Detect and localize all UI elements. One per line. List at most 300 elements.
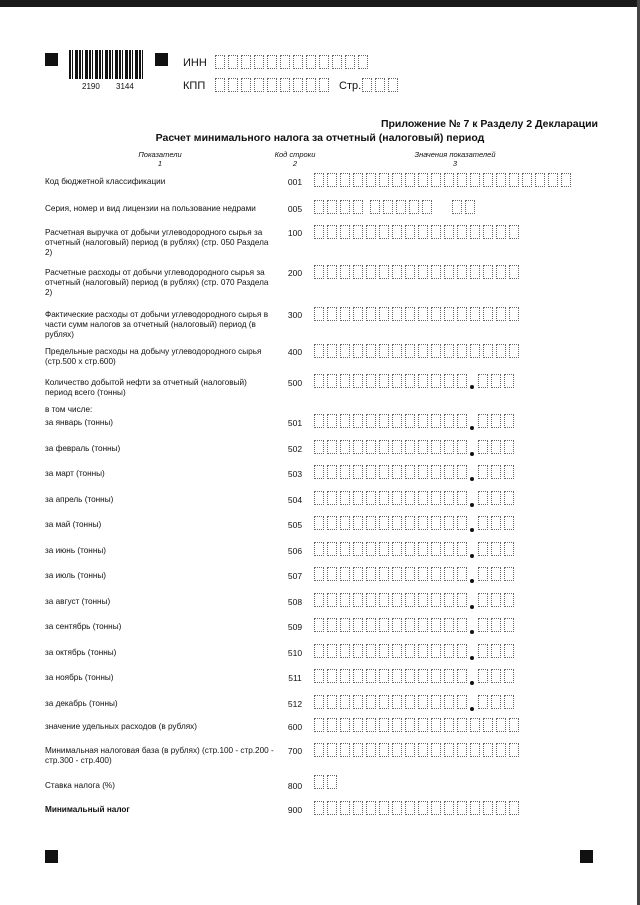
input-cell[interactable] bbox=[392, 801, 402, 815]
input-cell[interactable] bbox=[319, 78, 329, 92]
input-cell[interactable] bbox=[509, 801, 519, 815]
input-cell[interactable] bbox=[483, 718, 493, 732]
input-cell[interactable] bbox=[314, 374, 324, 388]
input-cell[interactable] bbox=[431, 173, 441, 187]
input-cell[interactable] bbox=[392, 567, 402, 581]
input-cell[interactable] bbox=[314, 718, 324, 732]
input-cell[interactable] bbox=[379, 743, 389, 757]
input-cell[interactable] bbox=[379, 414, 389, 428]
estimated-revenue-field[interactable] bbox=[314, 225, 519, 239]
input-cell[interactable] bbox=[504, 516, 514, 530]
minimum-tax-field[interactable] bbox=[314, 801, 519, 815]
input-cell[interactable] bbox=[431, 695, 441, 709]
input-cell[interactable] bbox=[383, 200, 393, 214]
input-cell[interactable] bbox=[267, 55, 277, 69]
input-cell[interactable] bbox=[327, 491, 337, 505]
oil-month-504-fraction-field[interactable] bbox=[478, 491, 514, 505]
input-cell[interactable] bbox=[478, 644, 488, 658]
input-cell[interactable] bbox=[314, 775, 324, 789]
input-cell[interactable] bbox=[392, 669, 402, 683]
input-cell[interactable] bbox=[405, 618, 415, 632]
oil-month-512-integer-field[interactable] bbox=[314, 695, 467, 709]
input-cell[interactable] bbox=[215, 78, 225, 92]
input-cell[interactable] bbox=[340, 265, 350, 279]
input-cell[interactable] bbox=[504, 542, 514, 556]
input-cell[interactable] bbox=[392, 440, 402, 454]
input-cell[interactable] bbox=[327, 743, 337, 757]
oil-month-503-fraction-field[interactable] bbox=[478, 465, 514, 479]
input-cell[interactable] bbox=[418, 669, 428, 683]
input-cell[interactable] bbox=[366, 491, 376, 505]
oil-month-502-integer-field[interactable] bbox=[314, 440, 467, 454]
input-cell[interactable] bbox=[457, 644, 467, 658]
input-cell[interactable] bbox=[509, 173, 519, 187]
input-cell[interactable] bbox=[418, 344, 428, 358]
input-cell[interactable] bbox=[314, 542, 324, 556]
input-cell[interactable] bbox=[431, 225, 441, 239]
input-cell[interactable] bbox=[491, 491, 501, 505]
input-cell[interactable] bbox=[444, 344, 454, 358]
input-cell[interactable] bbox=[379, 567, 389, 581]
input-cell[interactable] bbox=[353, 465, 363, 479]
input-cell[interactable] bbox=[340, 567, 350, 581]
input-cell[interactable] bbox=[366, 695, 376, 709]
oil-month-505-integer-field[interactable] bbox=[314, 516, 467, 530]
input-cell[interactable] bbox=[457, 491, 467, 505]
input-cell[interactable] bbox=[327, 695, 337, 709]
input-cell[interactable] bbox=[392, 743, 402, 757]
input-cell[interactable] bbox=[392, 414, 402, 428]
input-cell[interactable] bbox=[457, 567, 467, 581]
page-number-field[interactable] bbox=[362, 78, 398, 92]
input-cell[interactable] bbox=[314, 644, 324, 658]
input-cell[interactable] bbox=[370, 200, 380, 214]
input-cell[interactable] bbox=[509, 344, 519, 358]
input-cell[interactable] bbox=[353, 743, 363, 757]
input-cell[interactable] bbox=[405, 344, 415, 358]
oil-month-502-fraction-field[interactable] bbox=[478, 440, 514, 454]
input-cell[interactable] bbox=[405, 225, 415, 239]
input-cell[interactable] bbox=[418, 225, 428, 239]
input-cell[interactable] bbox=[496, 307, 506, 321]
input-cell[interactable] bbox=[353, 718, 363, 732]
input-cell[interactable] bbox=[483, 265, 493, 279]
input-cell[interactable] bbox=[405, 567, 415, 581]
input-cell[interactable] bbox=[366, 225, 376, 239]
input-cell[interactable] bbox=[340, 225, 350, 239]
input-cell[interactable] bbox=[366, 344, 376, 358]
input-cell[interactable] bbox=[228, 55, 238, 69]
input-cell[interactable] bbox=[457, 307, 467, 321]
input-cell[interactable] bbox=[444, 542, 454, 556]
input-cell[interactable] bbox=[254, 55, 264, 69]
input-cell[interactable] bbox=[478, 374, 488, 388]
oil-total-fraction-field[interactable] bbox=[478, 374, 514, 388]
input-cell[interactable] bbox=[379, 593, 389, 607]
input-cell[interactable] bbox=[431, 491, 441, 505]
input-cell[interactable] bbox=[491, 567, 501, 581]
input-cell[interactable] bbox=[314, 593, 324, 607]
input-cell[interactable] bbox=[379, 516, 389, 530]
input-cell[interactable] bbox=[405, 743, 415, 757]
input-cell[interactable] bbox=[470, 307, 480, 321]
input-cell[interactable] bbox=[504, 414, 514, 428]
input-cell[interactable] bbox=[340, 801, 350, 815]
input-cell[interactable] bbox=[444, 695, 454, 709]
input-cell[interactable] bbox=[366, 801, 376, 815]
input-cell[interactable] bbox=[379, 718, 389, 732]
input-cell[interactable] bbox=[478, 516, 488, 530]
input-cell[interactable] bbox=[241, 78, 251, 92]
input-cell[interactable] bbox=[535, 173, 545, 187]
input-cell[interactable] bbox=[366, 618, 376, 632]
input-cell[interactable] bbox=[504, 491, 514, 505]
input-cell[interactable] bbox=[431, 801, 441, 815]
input-cell[interactable] bbox=[314, 516, 324, 530]
input-cell[interactable] bbox=[366, 465, 376, 479]
input-cell[interactable] bbox=[405, 801, 415, 815]
input-cell[interactable] bbox=[444, 307, 454, 321]
oil-month-509-fraction-field[interactable] bbox=[478, 618, 514, 632]
oil-month-501-integer-field[interactable] bbox=[314, 414, 467, 428]
input-cell[interactable] bbox=[418, 516, 428, 530]
oil-month-505-fraction-field[interactable] bbox=[478, 516, 514, 530]
input-cell[interactable] bbox=[405, 669, 415, 683]
input-cell[interactable] bbox=[478, 465, 488, 479]
input-cell[interactable] bbox=[457, 344, 467, 358]
input-cell[interactable] bbox=[496, 265, 506, 279]
input-cell[interactable] bbox=[444, 374, 454, 388]
input-cell[interactable] bbox=[392, 173, 402, 187]
input-cell[interactable] bbox=[509, 307, 519, 321]
input-cell[interactable] bbox=[478, 669, 488, 683]
input-cell[interactable] bbox=[491, 618, 501, 632]
license-type-field[interactable] bbox=[452, 200, 475, 214]
input-cell[interactable] bbox=[327, 440, 337, 454]
input-cell[interactable] bbox=[327, 414, 337, 428]
input-cell[interactable] bbox=[431, 743, 441, 757]
input-cell[interactable] bbox=[340, 440, 350, 454]
input-cell[interactable] bbox=[457, 593, 467, 607]
input-cell[interactable] bbox=[340, 718, 350, 732]
input-cell[interactable] bbox=[470, 344, 480, 358]
input-cell[interactable] bbox=[327, 567, 337, 581]
input-cell[interactable] bbox=[478, 618, 488, 632]
oil-month-510-integer-field[interactable] bbox=[314, 644, 467, 658]
input-cell[interactable] bbox=[418, 618, 428, 632]
input-cell[interactable] bbox=[470, 743, 480, 757]
input-cell[interactable] bbox=[327, 593, 337, 607]
input-cell[interactable] bbox=[457, 669, 467, 683]
input-cell[interactable] bbox=[340, 743, 350, 757]
input-cell[interactable] bbox=[405, 465, 415, 479]
input-cell[interactable] bbox=[392, 695, 402, 709]
input-cell[interactable] bbox=[379, 669, 389, 683]
input-cell[interactable] bbox=[362, 78, 372, 92]
input-cell[interactable] bbox=[353, 200, 363, 214]
oil-month-512-fraction-field[interactable] bbox=[478, 695, 514, 709]
input-cell[interactable] bbox=[418, 465, 428, 479]
input-cell[interactable] bbox=[405, 718, 415, 732]
input-cell[interactable] bbox=[496, 173, 506, 187]
input-cell[interactable] bbox=[405, 593, 415, 607]
input-cell[interactable] bbox=[306, 78, 316, 92]
input-cell[interactable] bbox=[444, 593, 454, 607]
input-cell[interactable] bbox=[327, 307, 337, 321]
input-cell[interactable] bbox=[379, 695, 389, 709]
input-cell[interactable] bbox=[496, 801, 506, 815]
inn-field[interactable] bbox=[215, 55, 368, 69]
input-cell[interactable] bbox=[496, 743, 506, 757]
input-cell[interactable] bbox=[228, 78, 238, 92]
input-cell[interactable] bbox=[366, 644, 376, 658]
input-cell[interactable] bbox=[405, 265, 415, 279]
kpp-field[interactable] bbox=[215, 78, 329, 92]
input-cell[interactable] bbox=[431, 440, 441, 454]
input-cell[interactable] bbox=[314, 173, 324, 187]
input-cell[interactable] bbox=[504, 593, 514, 607]
input-cell[interactable] bbox=[431, 265, 441, 279]
input-cell[interactable] bbox=[444, 225, 454, 239]
input-cell[interactable] bbox=[327, 374, 337, 388]
input-cell[interactable] bbox=[379, 491, 389, 505]
input-cell[interactable] bbox=[452, 200, 462, 214]
input-cell[interactable] bbox=[314, 440, 324, 454]
input-cell[interactable] bbox=[444, 173, 454, 187]
input-cell[interactable] bbox=[314, 801, 324, 815]
input-cell[interactable] bbox=[509, 743, 519, 757]
input-cell[interactable] bbox=[327, 265, 337, 279]
input-cell[interactable] bbox=[491, 440, 501, 454]
input-cell[interactable] bbox=[345, 55, 355, 69]
input-cell[interactable] bbox=[392, 491, 402, 505]
input-cell[interactable] bbox=[319, 55, 329, 69]
input-cell[interactable] bbox=[405, 414, 415, 428]
input-cell[interactable] bbox=[405, 516, 415, 530]
input-cell[interactable] bbox=[366, 265, 376, 279]
input-cell[interactable] bbox=[504, 465, 514, 479]
input-cell[interactable] bbox=[314, 465, 324, 479]
input-cell[interactable] bbox=[340, 669, 350, 683]
input-cell[interactable] bbox=[470, 225, 480, 239]
input-cell[interactable] bbox=[366, 414, 376, 428]
input-cell[interactable] bbox=[366, 567, 376, 581]
input-cell[interactable] bbox=[392, 593, 402, 607]
input-cell[interactable] bbox=[353, 491, 363, 505]
input-cell[interactable] bbox=[293, 78, 303, 92]
input-cell[interactable] bbox=[431, 669, 441, 683]
oil-month-511-fraction-field[interactable] bbox=[478, 669, 514, 683]
input-cell[interactable] bbox=[418, 491, 428, 505]
input-cell[interactable] bbox=[353, 414, 363, 428]
input-cell[interactable] bbox=[392, 265, 402, 279]
input-cell[interactable] bbox=[327, 542, 337, 556]
oil-month-507-fraction-field[interactable] bbox=[478, 567, 514, 581]
input-cell[interactable] bbox=[366, 307, 376, 321]
input-cell[interactable] bbox=[353, 669, 363, 683]
input-cell[interactable] bbox=[431, 718, 441, 732]
input-cell[interactable] bbox=[340, 374, 350, 388]
input-cell[interactable] bbox=[353, 644, 363, 658]
input-cell[interactable] bbox=[504, 669, 514, 683]
input-cell[interactable] bbox=[379, 801, 389, 815]
input-cell[interactable] bbox=[431, 593, 441, 607]
input-cell[interactable] bbox=[457, 265, 467, 279]
input-cell[interactable] bbox=[561, 173, 571, 187]
input-cell[interactable] bbox=[314, 618, 324, 632]
input-cell[interactable] bbox=[392, 307, 402, 321]
input-cell[interactable] bbox=[327, 173, 337, 187]
input-cell[interactable] bbox=[327, 801, 337, 815]
input-cell[interactable] bbox=[444, 414, 454, 428]
actual-expenses-field[interactable] bbox=[314, 307, 519, 321]
oil-month-506-integer-field[interactable] bbox=[314, 542, 467, 556]
input-cell[interactable] bbox=[483, 743, 493, 757]
input-cell[interactable] bbox=[340, 593, 350, 607]
input-cell[interactable] bbox=[418, 440, 428, 454]
input-cell[interactable] bbox=[491, 542, 501, 556]
input-cell[interactable] bbox=[405, 374, 415, 388]
input-cell[interactable] bbox=[340, 414, 350, 428]
input-cell[interactable] bbox=[388, 78, 398, 92]
input-cell[interactable] bbox=[366, 593, 376, 607]
input-cell[interactable] bbox=[366, 542, 376, 556]
input-cell[interactable] bbox=[306, 55, 316, 69]
input-cell[interactable] bbox=[444, 567, 454, 581]
input-cell[interactable] bbox=[327, 225, 337, 239]
input-cell[interactable] bbox=[353, 801, 363, 815]
input-cell[interactable] bbox=[457, 465, 467, 479]
input-cell[interactable] bbox=[431, 567, 441, 581]
input-cell[interactable] bbox=[241, 55, 251, 69]
input-cell[interactable] bbox=[478, 695, 488, 709]
input-cell[interactable] bbox=[431, 307, 441, 321]
input-cell[interactable] bbox=[431, 465, 441, 479]
input-cell[interactable] bbox=[280, 55, 290, 69]
input-cell[interactable] bbox=[491, 669, 501, 683]
input-cell[interactable] bbox=[457, 801, 467, 815]
input-cell[interactable] bbox=[396, 200, 406, 214]
license-number-field[interactable] bbox=[370, 200, 432, 214]
input-cell[interactable] bbox=[457, 440, 467, 454]
input-cell[interactable] bbox=[444, 440, 454, 454]
input-cell[interactable] bbox=[254, 78, 264, 92]
input-cell[interactable] bbox=[478, 567, 488, 581]
input-cell[interactable] bbox=[379, 440, 389, 454]
input-cell[interactable] bbox=[509, 265, 519, 279]
input-cell[interactable] bbox=[340, 307, 350, 321]
input-cell[interactable] bbox=[444, 618, 454, 632]
input-cell[interactable] bbox=[314, 743, 324, 757]
input-cell[interactable] bbox=[340, 465, 350, 479]
tax-rate-field[interactable] bbox=[314, 775, 337, 789]
input-cell[interactable] bbox=[379, 644, 389, 658]
input-cell[interactable] bbox=[418, 644, 428, 658]
input-cell[interactable] bbox=[340, 618, 350, 632]
input-cell[interactable] bbox=[418, 695, 428, 709]
input-cell[interactable] bbox=[457, 374, 467, 388]
input-cell[interactable] bbox=[366, 374, 376, 388]
input-cell[interactable] bbox=[340, 542, 350, 556]
input-cell[interactable] bbox=[353, 225, 363, 239]
input-cell[interactable] bbox=[392, 542, 402, 556]
input-cell[interactable] bbox=[379, 225, 389, 239]
input-cell[interactable] bbox=[392, 516, 402, 530]
input-cell[interactable] bbox=[379, 307, 389, 321]
input-cell[interactable] bbox=[327, 344, 337, 358]
input-cell[interactable] bbox=[405, 173, 415, 187]
oil-month-504-integer-field[interactable] bbox=[314, 491, 467, 505]
input-cell[interactable] bbox=[431, 516, 441, 530]
input-cell[interactable] bbox=[353, 593, 363, 607]
input-cell[interactable] bbox=[405, 695, 415, 709]
input-cell[interactable] bbox=[340, 695, 350, 709]
input-cell[interactable] bbox=[340, 491, 350, 505]
input-cell[interactable] bbox=[340, 516, 350, 530]
input-cell[interactable] bbox=[366, 440, 376, 454]
input-cell[interactable] bbox=[491, 374, 501, 388]
input-cell[interactable] bbox=[215, 55, 225, 69]
input-cell[interactable] bbox=[504, 374, 514, 388]
input-cell[interactable] bbox=[314, 225, 324, 239]
input-cell[interactable] bbox=[366, 743, 376, 757]
input-cell[interactable] bbox=[327, 669, 337, 683]
input-cell[interactable] bbox=[457, 173, 467, 187]
input-cell[interactable] bbox=[509, 225, 519, 239]
input-cell[interactable] bbox=[379, 542, 389, 556]
input-cell[interactable] bbox=[483, 173, 493, 187]
input-cell[interactable] bbox=[314, 265, 324, 279]
input-cell[interactable] bbox=[327, 200, 337, 214]
input-cell[interactable] bbox=[444, 516, 454, 530]
input-cell[interactable] bbox=[327, 618, 337, 632]
input-cell[interactable] bbox=[491, 414, 501, 428]
input-cell[interactable] bbox=[418, 173, 428, 187]
input-cell[interactable] bbox=[470, 718, 480, 732]
input-cell[interactable] bbox=[314, 669, 324, 683]
input-cell[interactable] bbox=[431, 344, 441, 358]
input-cell[interactable] bbox=[418, 593, 428, 607]
input-cell[interactable] bbox=[392, 225, 402, 239]
input-cell[interactable] bbox=[444, 644, 454, 658]
input-cell[interactable] bbox=[327, 465, 337, 479]
input-cell[interactable] bbox=[392, 718, 402, 732]
oil-total-integer-field[interactable] bbox=[314, 374, 467, 388]
input-cell[interactable] bbox=[392, 465, 402, 479]
input-cell[interactable] bbox=[405, 644, 415, 658]
input-cell[interactable] bbox=[327, 516, 337, 530]
input-cell[interactable] bbox=[340, 173, 350, 187]
input-cell[interactable] bbox=[504, 618, 514, 632]
input-cell[interactable] bbox=[405, 491, 415, 505]
input-cell[interactable] bbox=[293, 55, 303, 69]
input-cell[interactable] bbox=[314, 414, 324, 428]
input-cell[interactable] bbox=[478, 440, 488, 454]
input-cell[interactable] bbox=[418, 801, 428, 815]
estimated-expenses-field[interactable] bbox=[314, 265, 519, 279]
input-cell[interactable] bbox=[379, 465, 389, 479]
input-cell[interactable] bbox=[457, 743, 467, 757]
input-cell[interactable] bbox=[340, 200, 350, 214]
input-cell[interactable] bbox=[375, 78, 385, 92]
input-cell[interactable] bbox=[267, 78, 277, 92]
input-cell[interactable] bbox=[444, 801, 454, 815]
input-cell[interactable] bbox=[314, 307, 324, 321]
input-cell[interactable] bbox=[491, 644, 501, 658]
input-cell[interactable] bbox=[422, 200, 432, 214]
input-cell[interactable] bbox=[353, 567, 363, 581]
input-cell[interactable] bbox=[314, 344, 324, 358]
